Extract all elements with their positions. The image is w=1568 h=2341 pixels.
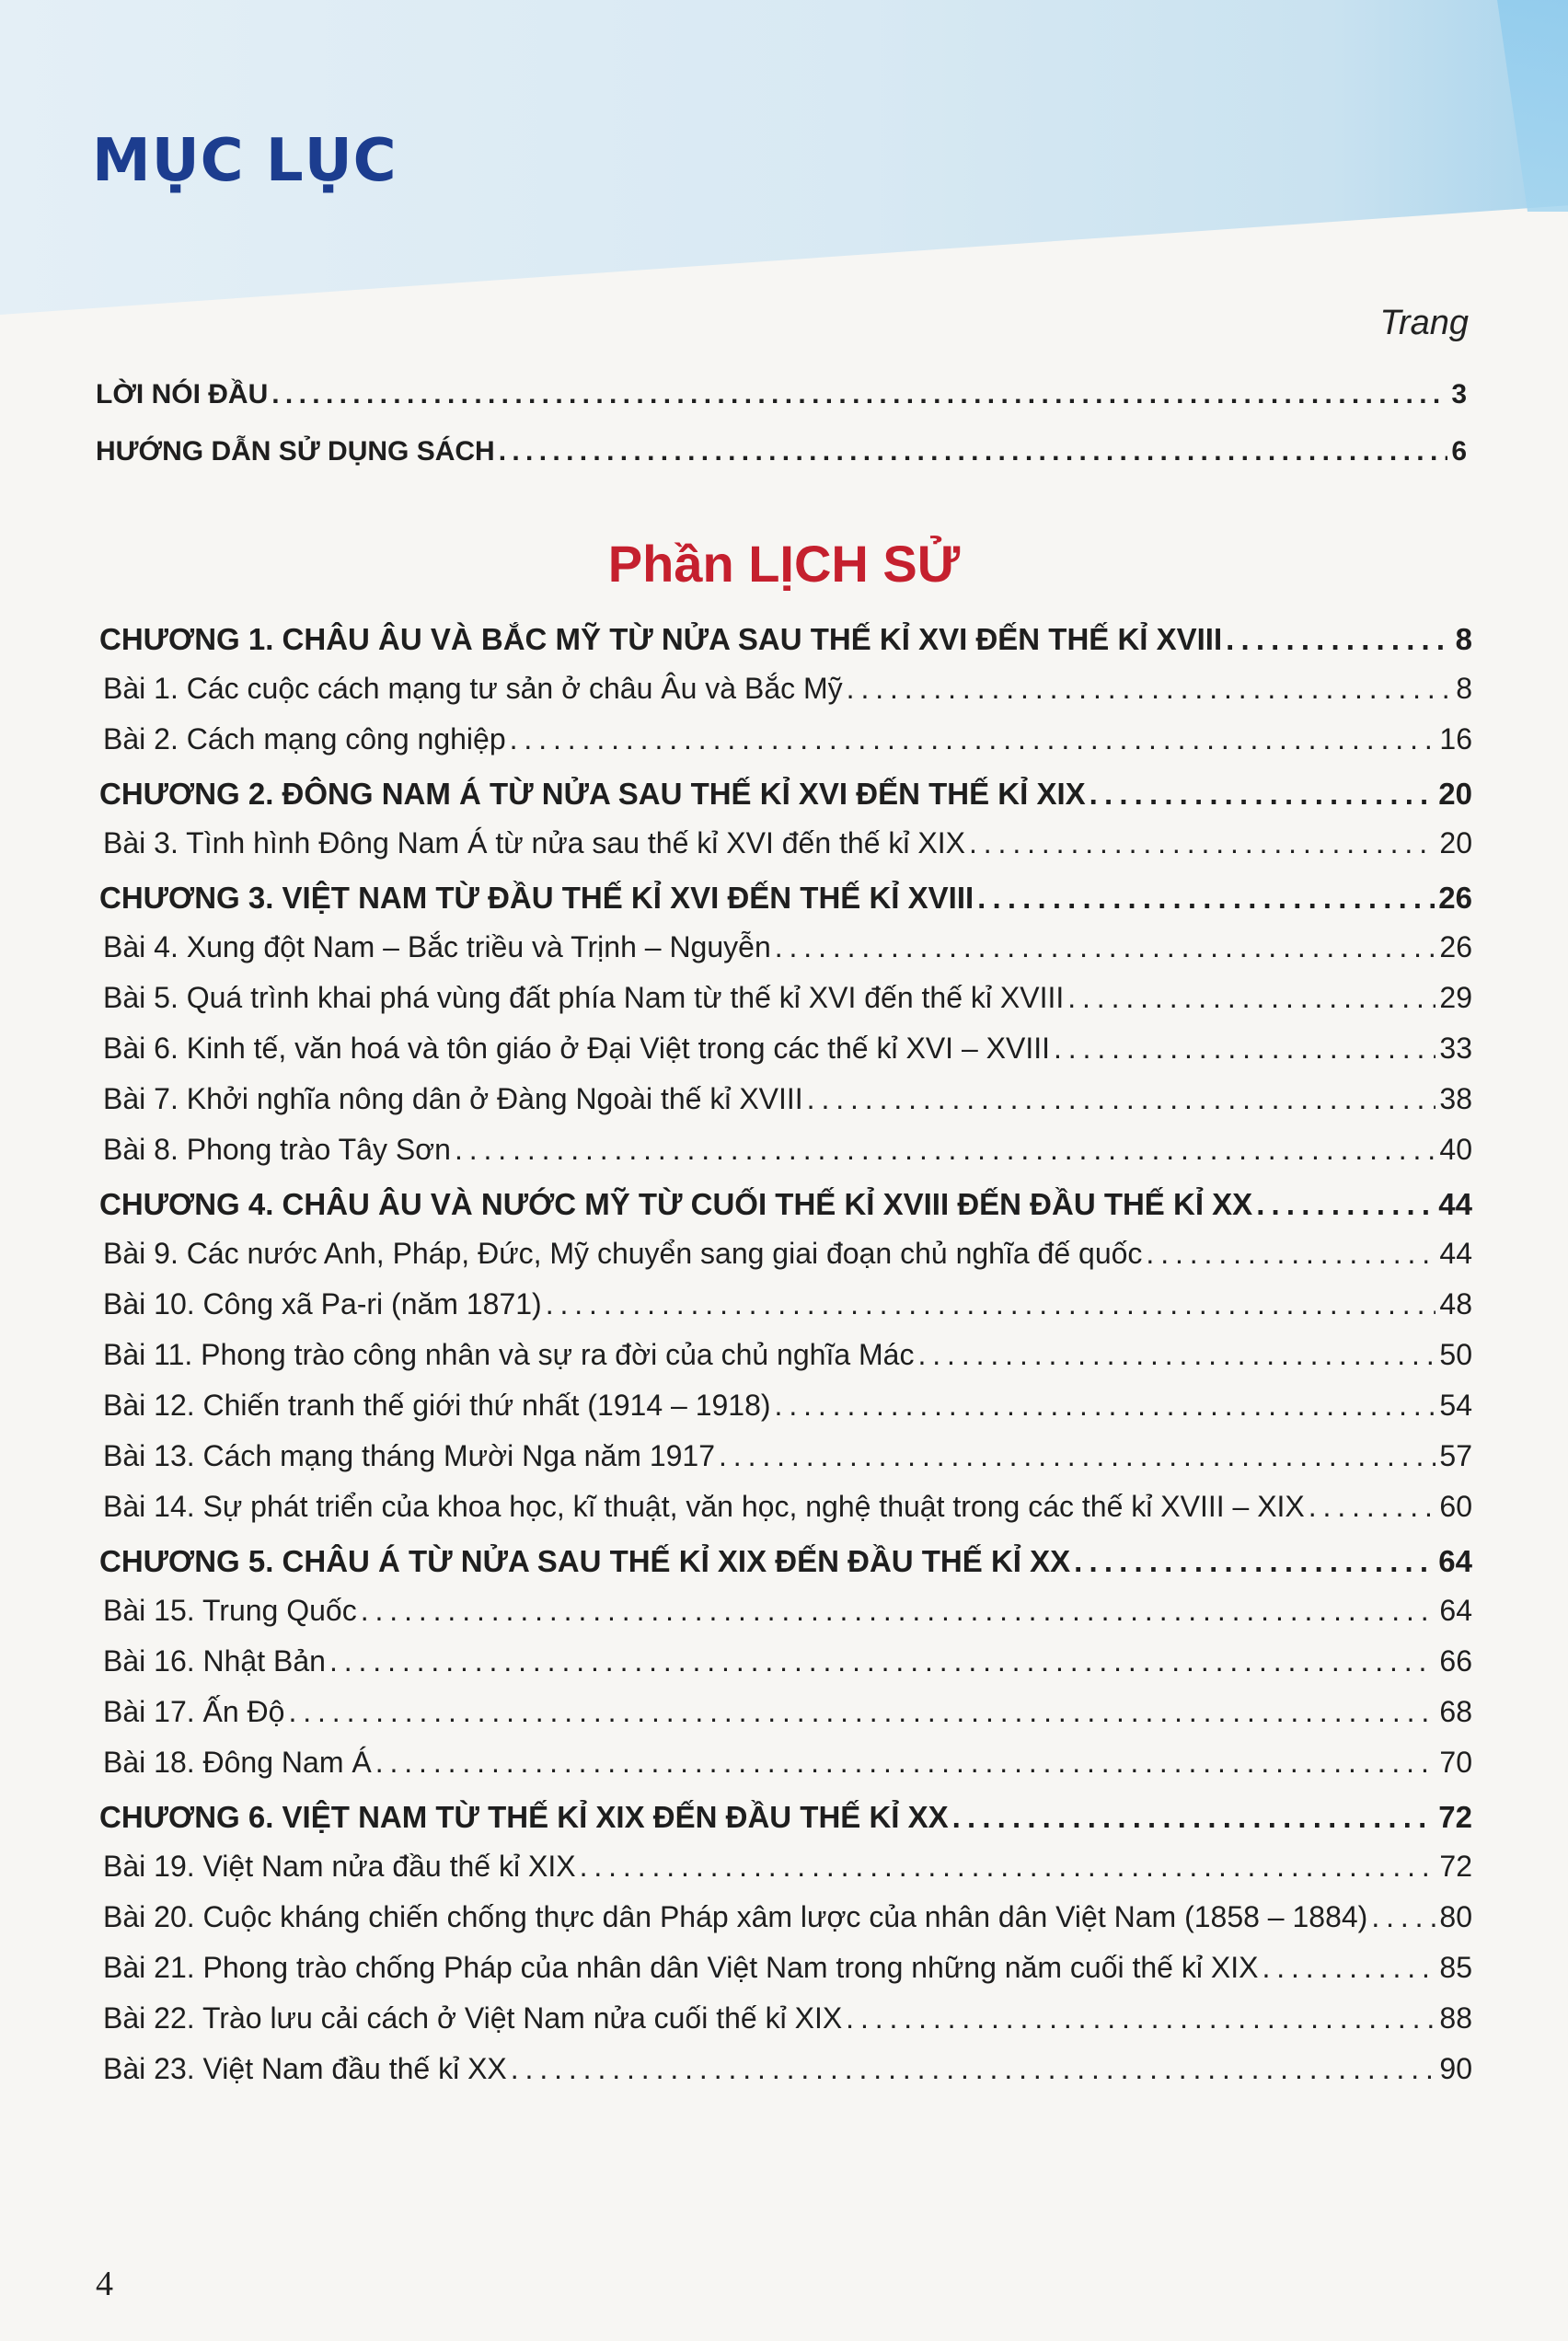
toc-lesson[interactable] <box>0 1287 1568 1338</box>
toc-intro-item[interactable] <box>0 436 1568 493</box>
dot-leader <box>375 1746 1436 1780</box>
toc-lesson[interactable] <box>0 930 1568 981</box>
dot-leader <box>1309 1490 1436 1524</box>
toc-lesson-page: 66 <box>1439 1644 1472 1678</box>
page-title: MỤC LỤC <box>92 127 398 195</box>
toc-chapter-page: 44 <box>1438 1187 1472 1221</box>
toc-intro-item[interactable] <box>0 379 1568 436</box>
toc-lesson-label: Bài 2. Cách mạng công nghiệp <box>103 722 506 755</box>
dot-leader <box>847 672 1453 706</box>
toc-lesson-label: Bài 5. Quá trình khai phá vùng đất phía Nam từ thế kỉ XVI đến thế kỉ XVIII <box>103 981 1065 1014</box>
toc-lesson-label: Bài 20. Cuộc kháng chiến chống thực dân Pháp xâm lược của nhân dân Việt Nam (1858 – 1884) <box>103 1900 1368 1933</box>
dot-leader <box>1262 1951 1435 1985</box>
dot-leader <box>719 1439 1435 1473</box>
dot-leader <box>1146 1237 1435 1271</box>
toc-chapter-label: CHƯƠNG 2. ĐÔNG NAM Á TỪ NỬA SAU THẾ KỈ XVI ĐẾN THẾ KỈ XIX <box>99 777 1086 811</box>
dot-leader <box>1067 981 1435 1015</box>
toc-lesson-page: 64 <box>1439 1594 1472 1627</box>
toc-lesson-page: 68 <box>1439 1695 1472 1728</box>
toc-chapter[interactable] <box>0 1183 1568 1237</box>
dot-leader <box>977 881 1435 916</box>
toc-lesson-label: Bài 15. Trung Quốc <box>103 1594 357 1627</box>
toc-lesson[interactable] <box>0 1644 1568 1695</box>
toc-chapter-label: CHƯƠNG 6. VIỆT NAM TỪ THẾ KỈ XIX ĐẾN ĐẦU THẾ KỈ XX <box>99 1800 949 1834</box>
toc-chapter[interactable] <box>0 1540 1568 1594</box>
dot-leader <box>917 1338 1435 1372</box>
toc-lesson-page: 20 <box>1439 826 1472 859</box>
toc-lesson-label: Bài 3. Tình hình Đông Nam Á từ nửa sau thế kỉ XVI đến thế kỉ XIX <box>103 826 965 859</box>
toc-lesson-label: Bài 10. Công xã Pa-ri (năm 1871) <box>103 1287 542 1320</box>
dot-leader <box>1256 1187 1435 1222</box>
toc-lesson-label: Bài 17. Ấn Độ <box>103 1695 285 1728</box>
toc-lesson-page: 50 <box>1439 1338 1472 1371</box>
toc-lesson-label: Bài 16. Nhật Bản <box>103 1644 326 1678</box>
toc-lesson-label: Bài 18. Đông Nam Á <box>103 1746 372 1779</box>
toc-chapter-page: 8 <box>1455 622 1472 656</box>
dot-leader <box>271 379 1447 410</box>
toc-lesson[interactable] <box>0 1490 1568 1540</box>
page-column-label: Trang <box>1379 304 1469 342</box>
toc-lesson[interactable] <box>0 1338 1568 1389</box>
toc-lesson[interactable] <box>0 981 1568 1032</box>
toc-lesson[interactable] <box>0 1389 1568 1439</box>
toc-lesson-page: 70 <box>1439 1746 1472 1779</box>
dot-leader <box>775 930 1436 964</box>
toc-lesson-label: Bài 6. Kinh tế, văn hoá và tôn giáo ở Đại Việt trong các thế kỉ XVI – XVIII <box>103 1032 1050 1065</box>
chapter-list <box>0 618 1568 2103</box>
toc-lesson[interactable] <box>0 1695 1568 1746</box>
dot-leader <box>546 1287 1436 1321</box>
dot-leader <box>361 1594 1436 1628</box>
dot-leader <box>846 2001 1435 2035</box>
toc-chapter-label: CHƯƠNG 4. CHÂU ÂU VÀ NƯỚC MỸ TỪ CUỐI THẾ KỈ XVIII ĐẾN ĐẦU THẾ KỈ XX <box>99 1187 1253 1221</box>
toc-lesson-page: 38 <box>1439 1082 1472 1115</box>
dot-leader <box>499 436 1448 467</box>
toc-lesson[interactable] <box>0 1850 1568 1900</box>
toc-chapter[interactable] <box>0 1796 1568 1850</box>
toc-intro-item-page: 3 <box>1451 379 1467 409</box>
toc-lesson-page: 90 <box>1439 2052 1472 2085</box>
toc-lesson-page: 60 <box>1439 1490 1472 1523</box>
dot-leader <box>775 1389 1436 1423</box>
toc-intro-item-page: 6 <box>1451 436 1467 467</box>
toc-lesson-label: Bài 9. Các nước Anh, Pháp, Đức, Mỹ chuyển sang giai đoạn chủ nghĩa đế quốc <box>103 1237 1143 1270</box>
toc-lesson-label: Bài 12. Chiến tranh thế giới thứ nhất (1914 – 1918) <box>103 1389 771 1422</box>
dot-leader <box>1371 1900 1435 1934</box>
dot-leader <box>329 1644 1435 1678</box>
toc-lesson-page: 85 <box>1439 1951 1472 1984</box>
dot-leader <box>969 826 1435 860</box>
toc-chapter[interactable] <box>0 773 1568 826</box>
toc-lesson-page: 29 <box>1439 981 1472 1014</box>
toc-chapter-label: CHƯƠNG 5. CHÂU Á TỪ NỬA SAU THẾ KỈ XIX ĐẾN ĐẦU THẾ KỈ XX <box>99 1544 1071 1578</box>
toc-lesson[interactable] <box>0 1082 1568 1133</box>
toc-chapter-page: 72 <box>1438 1800 1472 1834</box>
toc-lesson-page: 40 <box>1439 1133 1472 1166</box>
intro-list <box>0 379 1568 493</box>
toc-chapter-page: 26 <box>1438 881 1472 915</box>
toc-lesson-label: Bài 1. Các cuộc cách mạng tư sản ở châu Âu và Bắc Mỹ <box>103 672 843 705</box>
section-title: Phần LỊCH SỬ <box>607 535 961 593</box>
toc-lesson-page: 26 <box>1439 930 1472 963</box>
dot-leader <box>455 1133 1435 1167</box>
dot-leader <box>510 722 1436 756</box>
dot-leader <box>580 1850 1436 1884</box>
toc-lesson[interactable] <box>0 1032 1568 1082</box>
toc-chapter-label: CHƯƠNG 3. VIỆT NAM TỪ ĐẦU THẾ KỈ XVI ĐẾN THẾ KỈ XVIII <box>99 881 974 915</box>
toc-lesson-label: Bài 8. Phong trào Tây Sơn <box>103 1133 451 1166</box>
toc-chapter-label: CHƯƠNG 1. CHÂU ÂU VÀ BẮC MỸ TỪ NỬA SAU THẾ KỈ XVI ĐẾN THẾ KỈ XVIII <box>99 622 1223 656</box>
dot-leader <box>1090 777 1435 812</box>
dot-leader <box>1074 1544 1435 1579</box>
toc-lesson[interactable] <box>0 1439 1568 1490</box>
toc-chapter-page: 20 <box>1438 777 1472 811</box>
toc-lesson-label: Bài 19. Việt Nam nửa đầu thế kỉ XIX <box>103 1850 576 1883</box>
toc-lesson-page: 48 <box>1439 1287 1472 1320</box>
page-number: 4 <box>96 2265 113 2303</box>
toc-lesson-page: 57 <box>1439 1439 1472 1472</box>
toc-lesson-page: 72 <box>1439 1850 1472 1883</box>
toc-lesson-page: 33 <box>1439 1032 1472 1065</box>
toc-lesson-label: Bài 14. Sự phát triển của khoa học, kĩ thuật, văn học, nghệ thuật trong các thế kỉ XVIII – XIX <box>103 1490 1305 1523</box>
toc-chapter-page: 64 <box>1438 1544 1472 1578</box>
dot-leader <box>807 1082 1436 1116</box>
toc-lesson[interactable] <box>0 1746 1568 1796</box>
toc-lesson-label: Bài 22. Trào lưu cải cách ở Việt Nam nửa cuối thế kỉ XIX <box>103 2001 843 2035</box>
toc-lesson-label: Bài 7. Khởi nghĩa nông dân ở Đàng Ngoài thế kỉ XVIII <box>103 1082 803 1115</box>
toc-lesson-label: Bài 11. Phong trào công nhân và sự ra đời của chủ nghĩa Mác <box>103 1338 915 1371</box>
toc-lesson-label: Bài 13. Cách mạng tháng Mười Nga năm 1917 <box>103 1439 715 1472</box>
toc-lesson-page: 54 <box>1439 1389 1472 1422</box>
toc-chapter[interactable] <box>0 877 1568 930</box>
dot-leader <box>288 1695 1435 1729</box>
toc-lesson[interactable] <box>0 2052 1568 2103</box>
toc-lesson[interactable] <box>0 672 1568 722</box>
toc-lesson-page: 44 <box>1439 1237 1472 1270</box>
dot-leader <box>1054 1032 1435 1066</box>
dot-leader <box>511 2052 1436 2086</box>
toc-lesson-label: Bài 4. Xung đột Nam – Bắc triều và Trịnh – Nguyễn <box>103 930 771 963</box>
toc-chapter[interactable] <box>0 618 1568 672</box>
toc-intro-item-label: LỜI NÓI ĐẦU <box>96 379 269 409</box>
toc-lesson-page: 80 <box>1439 1900 1472 1933</box>
toc-lesson[interactable] <box>0 1900 1568 1951</box>
dot-leader <box>1226 622 1451 657</box>
toc-lesson[interactable] <box>0 722 1568 773</box>
toc-lesson-page: 88 <box>1439 2001 1472 2035</box>
toc-lesson[interactable] <box>0 1133 1568 1183</box>
toc-lesson-page: 16 <box>1439 722 1472 755</box>
toc-lesson[interactable] <box>0 2001 1568 2052</box>
toc-lesson[interactable] <box>0 826 1568 877</box>
toc-lesson-label: Bài 23. Việt Nam đầu thế kỉ XX <box>103 2052 507 2085</box>
toc-lesson[interactable] <box>0 1951 1568 2001</box>
toc-lesson-page: 8 <box>1456 672 1472 705</box>
toc-lesson[interactable] <box>0 1237 1568 1287</box>
toc-lesson-label: Bài 21. Phong trào chống Pháp của nhân dân Việt Nam trong những năm cuối thế kỉ XIX <box>103 1951 1259 1984</box>
dot-leader <box>952 1800 1435 1835</box>
toc-lesson[interactable] <box>0 1594 1568 1644</box>
toc-intro-item-label: HƯỚNG DẪN SỬ DỤNG SÁCH <box>96 436 495 467</box>
